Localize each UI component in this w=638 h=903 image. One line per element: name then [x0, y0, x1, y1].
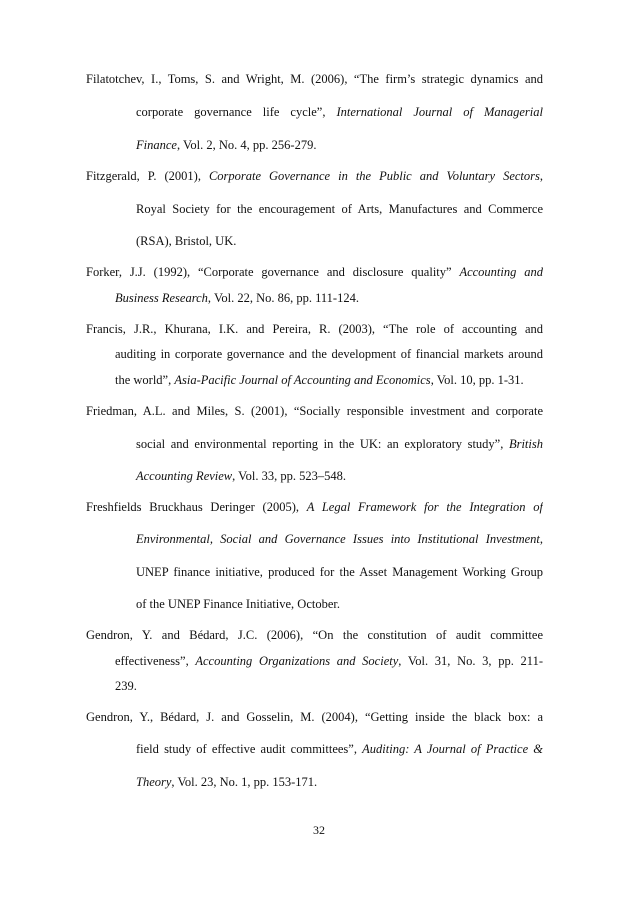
page-number: 32 [313, 823, 325, 837]
text-run: (RSA), Bristol, UK. [136, 234, 237, 248]
text-run: , Vol. 23, No. 1, pp. 153-171. [171, 775, 318, 789]
text-run: Forker, J.J. (1992), “Corporate governance and disclosure quality” [86, 265, 460, 279]
reference-line [115, 290, 359, 306]
text-run: , Vol. 22, No. 86, pp. 111-124. [207, 291, 359, 305]
text-run: Freshfields Bruckhaus Deringer (2005), [86, 500, 307, 514]
text-run: effectiveness”, [115, 654, 196, 668]
reference-line [136, 436, 543, 452]
text-run: Francis, J.R., Khurana, I.K. and Pereira, R. (2003), “The role of accounting and [86, 322, 543, 336]
reference-line [136, 104, 543, 120]
italic-text: Finance [136, 138, 177, 152]
text-run: the world”, [115, 373, 175, 387]
reference-line [86, 168, 543, 184]
reference-line [115, 678, 137, 694]
reference-line [86, 499, 543, 515]
text-run: field study of effective audit committees”, [136, 742, 363, 756]
reference-line [136, 233, 236, 249]
text-run: , Vol. 2, No. 4, pp. 256-279. [176, 138, 317, 152]
reference-line [86, 71, 543, 87]
text-run: corporate governance life cycle”, [136, 105, 337, 119]
italic-text: International Journal of Managerial [336, 105, 543, 119]
text-run: UNEP finance initiative, produced for the Asset Management Working Group [136, 565, 543, 579]
reference-line [136, 741, 543, 757]
italic-text: Corporate Governance in the Public and Voluntary Sectors [208, 169, 540, 183]
text-run: , Vol. 10, pp. 1-31. [430, 373, 524, 387]
text-run: Fitzgerald, P. (2001), [86, 169, 209, 183]
text-run: Gendron, Y., Bédard, J. and Gosselin, M. (2004), “Getting inside the black box: a [86, 710, 543, 724]
reference-line [136, 201, 543, 217]
reference-line [136, 596, 340, 612]
reference-line [136, 137, 316, 153]
italic-text: British [508, 437, 543, 451]
text-run: auditing in corporate governance and the development of financial markets around [115, 347, 543, 361]
text-run: Gendron, Y. and Bédard, J.C. (2006), “On the constitution of audit committee [86, 628, 543, 642]
reference-line [115, 653, 543, 669]
text-run: , Vol. 33, pp. 523–548. [232, 469, 346, 483]
reference-line [115, 346, 543, 362]
reference-line [136, 531, 543, 547]
reference-line [136, 468, 346, 484]
reference-line [115, 372, 524, 388]
italic-text: Accounting Organizations and Society [195, 654, 399, 668]
text-run: 239. [115, 679, 137, 693]
text-run: of the UNEP Finance Initiative, October. [136, 597, 340, 611]
italic-text: Accounting and [459, 265, 543, 279]
reference-line [136, 564, 543, 580]
text-run: Royal Society for the encouragement of Arts, Manufactures and Commerce [136, 202, 543, 216]
reference-line [86, 264, 543, 280]
reference-line [136, 774, 317, 790]
italic-text: Theory [136, 775, 172, 789]
italic-text: Auditing: A Journal of Practice & [362, 742, 543, 756]
text-run: , [539, 169, 543, 183]
italic-text: Business Research [115, 291, 208, 305]
italic-text: Asia-Pacific Journal of Accounting and Economics [174, 373, 431, 387]
italic-text: A Legal Framework for the Integration of [306, 500, 543, 514]
text-run: Friedman, A.L. and Miles, S. (2001), “Socially responsible investment and corporate [86, 404, 543, 418]
reference-line [86, 321, 543, 337]
text-run: , Vol. 31, No. 3, pp. 211- [398, 654, 543, 668]
reference-line [86, 627, 543, 643]
italic-text: Environmental, Social and Governance Issues into Institutional Investment [136, 532, 540, 546]
text-run: social and environmental reporting in the UK: an exploratory study”, [136, 437, 509, 451]
reference-line [86, 709, 543, 725]
text-run: Filatotchev, I., Toms, S. and Wright, M. (2006), “The firm’s strategic dynamics and [86, 72, 543, 86]
italic-text: Accounting Review [136, 469, 233, 483]
text-run: , [539, 532, 543, 546]
reference-line [86, 403, 543, 419]
